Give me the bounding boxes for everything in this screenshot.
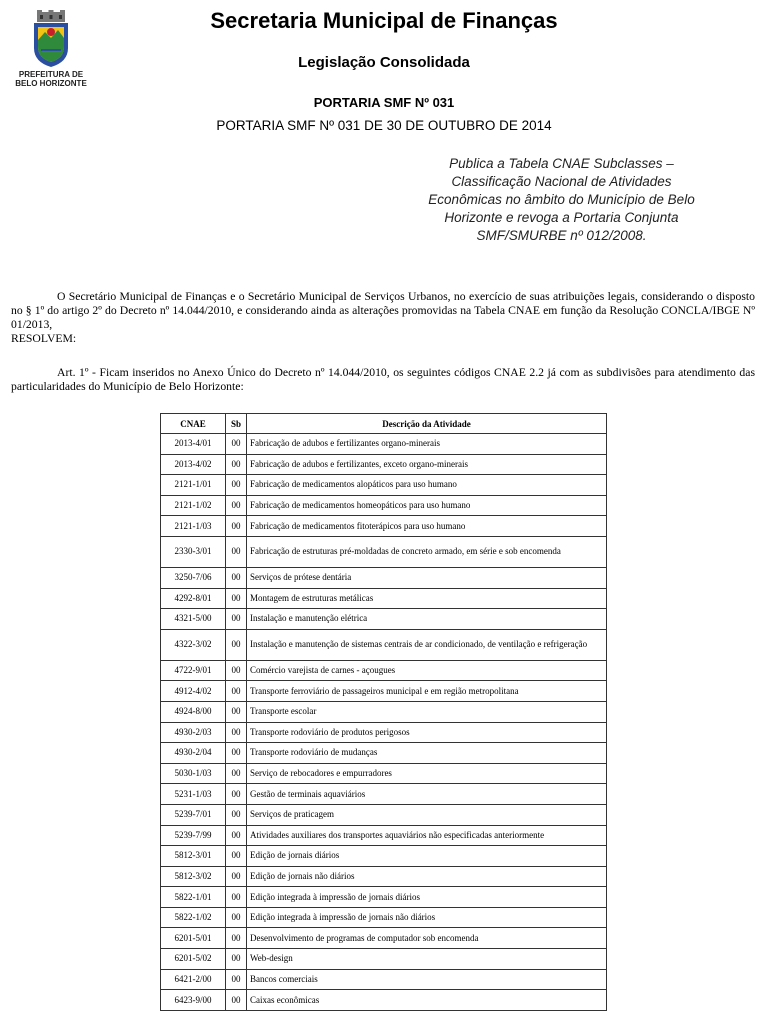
sb-cell: 00 — [226, 846, 247, 867]
cnae-code-cell: 4292-8/01 — [161, 588, 226, 609]
sb-cell: 00 — [226, 629, 247, 660]
table-body — [161, 434, 607, 1011]
header-cnae: CNAE — [161, 414, 226, 434]
page-title: Secretaria Municipal de Finanças — [210, 8, 558, 33]
table-row — [161, 743, 607, 764]
cnae-code-cell: 5822-1/02 — [161, 907, 226, 928]
cnae-code-cell: 6201-5/01 — [161, 928, 226, 949]
cnae-code-cell: 5239-7/01 — [161, 804, 226, 825]
table-row — [161, 804, 607, 825]
sb-cell: 00 — [226, 567, 247, 588]
cnae-code-cell: 5822-1/01 — [161, 887, 226, 908]
table-row — [161, 681, 607, 702]
description-cell: Bancos comerciais — [247, 969, 607, 990]
description-cell: Serviços de praticagem — [247, 804, 607, 825]
sb-cell: 00 — [226, 475, 247, 496]
cnae-code-cell: 4322-3/02 — [161, 629, 226, 660]
description-cell: Fabricação de adubos e fertilizantes, exceto organo-minerais — [247, 454, 607, 475]
description-cell: Transporte ferroviário de passageiros municipal e em região metropolitana — [247, 681, 607, 702]
description-cell: Web-design — [247, 949, 607, 970]
cnae-code-cell: 3250-7/06 — [161, 567, 226, 588]
sb-cell: 00 — [226, 434, 247, 455]
description-cell: Desenvolvimento de programas de computador sob encomenda — [247, 928, 607, 949]
description-cell: Comércio varejista de carnes - açougues — [247, 660, 607, 681]
sb-cell: 00 — [226, 536, 247, 567]
description-cell: Fabricação de estruturas pré-moldadas de concreto armado, em série e sob encomenda — [247, 536, 607, 567]
table-row — [161, 434, 607, 455]
table-row — [161, 866, 607, 887]
sb-cell: 00 — [226, 784, 247, 805]
sb-cell: 00 — [226, 454, 247, 475]
table-row — [161, 567, 607, 588]
table-row — [161, 928, 607, 949]
sb-cell: 00 — [226, 804, 247, 825]
table-row — [161, 949, 607, 970]
table-row — [161, 475, 607, 496]
description-cell: Serviços de prótese dentária — [247, 567, 607, 588]
table-row — [161, 990, 607, 1011]
description-cell: Fabricação de medicamentos fitoterápicos para uso humano — [247, 516, 607, 537]
cnae-code-cell: 5030-1/03 — [161, 763, 226, 784]
preamble-text: O Secretário Municipal de Finanças e o Secretário Municipal de Serviços Urbanos, no exercício de suas atribuições legais, considerando o disposto no § 1º do artigo 2º do Decreto nº 14.044/2010, e considerando ainda as alterações promovidas na Tabela CNAE em função da Resolução CONCLA/IBGE Nº 01/2013, — [11, 290, 755, 331]
description-cell: Serviço de rebocadores e empurradores — [247, 763, 607, 784]
ementa-summary: Publica a Tabela CNAE Subclasses – Classificação Nacional de Atividades Econômicas no âmbito do Município de Belo Horizonte e revoga a Portaria Conjunta SMF/SMURBE nº 012/2008. — [428, 156, 695, 243]
cnae-code-cell: 6201-5/02 — [161, 949, 226, 970]
cnae-code-cell: 2013-4/02 — [161, 454, 226, 475]
description-cell: Fabricação de medicamentos homeopáticos para uso humano — [247, 495, 607, 516]
city-logo — [8, 10, 94, 94]
cnae-code-cell: 2121-1/02 — [161, 495, 226, 516]
cnae-code-cell: 6423-9/00 — [161, 990, 226, 1011]
page-subtitle: Legislação Consolidada — [298, 54, 470, 71]
cnae-code-cell: 5239-7/99 — [161, 825, 226, 846]
description-cell: Caixas econômicas — [247, 990, 607, 1011]
cnae-code-cell: 5231-1/03 — [161, 784, 226, 805]
sb-cell: 00 — [226, 722, 247, 743]
description-cell: Transporte rodoviário de mudanças — [247, 743, 607, 764]
table-row — [161, 763, 607, 784]
sb-cell: 00 — [226, 609, 247, 630]
cnae-code-cell: 4930-2/03 — [161, 722, 226, 743]
article-1-paragraph — [11, 366, 755, 394]
sb-cell: 00 — [226, 907, 247, 928]
table-row — [161, 516, 607, 537]
portaria-heading: PORTARIA SMF Nº 031 DE 30 DE OUTUBRO DE 2014 — [216, 118, 552, 133]
table-row — [161, 609, 607, 630]
article-1-text: Art. 1º - Ficam inseridos no Anexo Único do Decreto nº 14.044/2010, os seguintes códigos CNAE 2.2 já com as subdivisões para atendimento das particularidades do Município de Belo Horizonte: — [11, 366, 755, 393]
sb-cell: 00 — [226, 825, 247, 846]
header-descricao: Descrição da Atividade — [247, 414, 607, 434]
table-row — [161, 454, 607, 475]
description-cell: Edição integrada à impressão de jornais diários — [247, 887, 607, 908]
cnae-code-cell: 2121-1/01 — [161, 475, 226, 496]
cnae-code-cell: 4930-2/04 — [161, 743, 226, 764]
sb-cell: 00 — [226, 969, 247, 990]
cnae-code-cell: 4722-9/01 — [161, 660, 226, 681]
sb-cell: 00 — [226, 743, 247, 764]
sb-cell: 00 — [226, 701, 247, 722]
table-row — [161, 722, 607, 743]
preamble-paragraph — [11, 290, 755, 346]
description-cell: Montagem de estruturas metálicas — [247, 588, 607, 609]
sb-cell: 00 — [226, 866, 247, 887]
cnae-code-cell: 4924-8/00 — [161, 701, 226, 722]
description-cell: Instalação e manutenção de sistemas centrais de ar condicionado, de ventilação e refrigeração — [247, 629, 607, 660]
cnae-code-cell: 2013-4/01 — [161, 434, 226, 455]
description-cell: Fabricação de medicamentos alopáticos para uso humano — [247, 475, 607, 496]
description-cell: Transporte rodoviário de produtos perigosos — [247, 722, 607, 743]
table-row — [161, 660, 607, 681]
table-row — [161, 907, 607, 928]
sb-cell: 00 — [226, 516, 247, 537]
cnae-code-cell: 2121-1/03 — [161, 516, 226, 537]
description-cell: Atividades auxiliares dos transportes aquaviários não especificadas anteriormente — [247, 825, 607, 846]
table-row — [161, 701, 607, 722]
logo-label: PREFEITURA DE BELO HORIZONTE — [15, 70, 87, 88]
sb-cell: 00 — [226, 588, 247, 609]
sb-cell: 00 — [226, 928, 247, 949]
cnae-code-cell: 4912-4/02 — [161, 681, 226, 702]
description-cell: Edição de jornais diários — [247, 846, 607, 867]
description-cell: Edição integrada à impressão de jornais não diários — [247, 907, 607, 928]
table-row — [161, 495, 607, 516]
sb-cell: 00 — [226, 949, 247, 970]
sb-cell: 00 — [226, 660, 247, 681]
sb-cell: 00 — [226, 990, 247, 1011]
description-cell: Edição de jornais não diários — [247, 866, 607, 887]
table-row — [161, 887, 607, 908]
table-row — [161, 588, 607, 609]
description-cell: Gestão de terminais aquaviários — [247, 784, 607, 805]
portaria-number: PORTARIA SMF Nº 031 — [313, 95, 455, 110]
cnae-table — [160, 413, 607, 1011]
cnae-code-cell: 2330-3/01 — [161, 536, 226, 567]
table-header-row — [161, 414, 607, 434]
cnae-code-cell: 4321-5/00 — [161, 609, 226, 630]
sb-cell: 00 — [226, 887, 247, 908]
sb-cell: 00 — [226, 681, 247, 702]
sb-cell: 00 — [226, 763, 247, 784]
table-row — [161, 846, 607, 867]
resolvem-text: RESOLVEM: — [11, 332, 77, 345]
sb-cell: 00 — [226, 495, 247, 516]
cnae-code-cell: 5812-3/01 — [161, 846, 226, 867]
description-cell: Transporte escolar — [247, 701, 607, 722]
table-row — [161, 629, 607, 660]
coat-of-arms-icon — [31, 10, 71, 68]
table-row — [161, 784, 607, 805]
table-row — [161, 536, 607, 567]
header-sb: Sb — [226, 414, 247, 434]
cnae-code-cell: 5812-3/02 — [161, 866, 226, 887]
description-cell: Instalação e manutenção elétrica — [247, 609, 607, 630]
table-row — [161, 969, 607, 990]
cnae-code-cell: 6421-2/00 — [161, 969, 226, 990]
table-row — [161, 825, 607, 846]
description-cell: Fabricação de adubos e fertilizantes organo-minerais — [247, 434, 607, 455]
